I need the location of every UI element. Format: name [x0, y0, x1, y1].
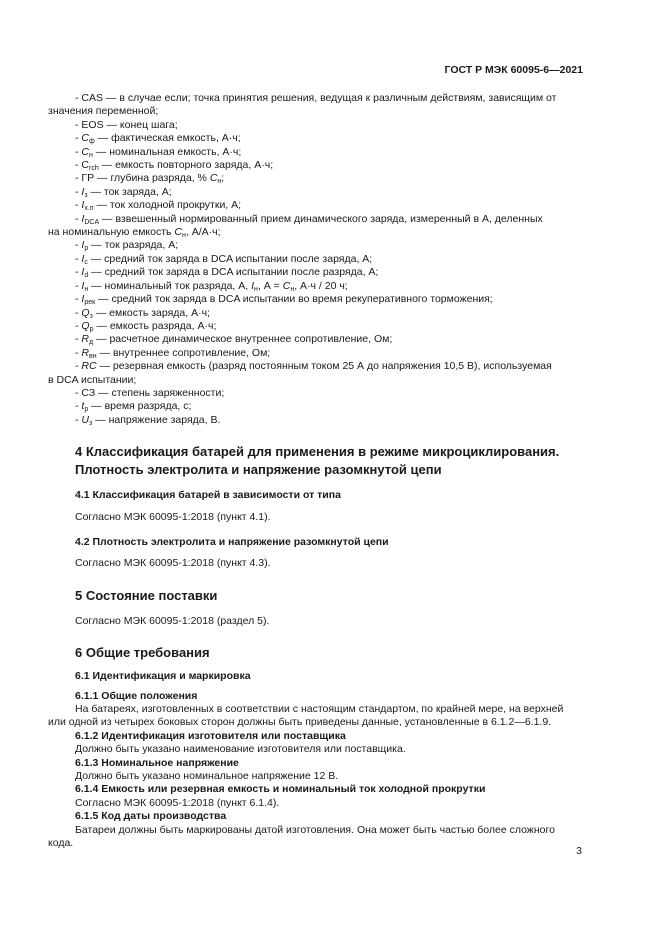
def-rc-cont: в DCA испытании; — [48, 373, 137, 386]
section-6-1-1-text: На батареях, изготовленных в соответствии с настоящим стандартом, по крайней мере, на верхней — [75, 703, 564, 715]
def-rd: - $R_д$ — расчетное динамическое внутреннее сопротивление, Ом; — [75, 333, 393, 347]
def-id: - $I_d$ — средний ток заряда в DCA испытании после разряда, А; — [75, 266, 379, 280]
def-tp: - $t_р$ — время разряда, с; — [75, 400, 192, 414]
def-gr: - ГР — глубина разряда, % $C_н$; — [75, 172, 225, 186]
def-idca-cont: на номинальную емкость $C_н$, А/А·ч; — [48, 226, 221, 240]
def-uz: - $U_з$ — напряжение заряда, В. — [75, 413, 221, 427]
page-number: 3 — [576, 845, 582, 857]
def-ic: - $I_c$ — средний ток заряда в DCA испытании после заряда, А; — [75, 252, 373, 266]
section-5-title: 5 Состояние поставки — [75, 587, 218, 603]
def-cas-cont: значения переменной; — [48, 105, 159, 118]
section-6 — [48, 644, 583, 850]
section-4-1-title: 4.1 Классификация батарей в зависимости от типа — [75, 489, 341, 502]
def-sz: - СЗ — степень заряженности; — [75, 386, 225, 399]
def-rvn: - $R_{вн}$ — внутреннее сопротивление, Ом; — [75, 346, 271, 360]
def-rc: - RC — резервная емкость (разряд постоянным током 25 А до напряжения 10,5 В), используемая — [75, 360, 552, 373]
section-6-1-5-text: Батареи должны быть маркированы датой изготовления. Она может быть частью более сложного — [75, 823, 555, 836]
def-eos: - EOS — конец шага; — [75, 118, 178, 131]
section-4 — [48, 443, 583, 571]
def-ixp: - $I_{х.п}$ — ток холодной прокрутки, А; — [75, 199, 242, 213]
section-6-1-title: 6.1 Идентификация и маркировка — [75, 670, 251, 683]
section-4-1-text: Согласно МЭК 60095-1:2018 (пункт 4.1). — [75, 510, 271, 523]
def-iz: - $I_з$ — ток заряда, А; — [75, 185, 172, 199]
section-5 — [48, 587, 583, 628]
section-6-1-5-title: 6.1.5 Код даты производства — [75, 810, 227, 823]
def-qz: - $Q_з$ — емкость заряда, А·ч; — [75, 306, 210, 320]
section-5-text: Согласно МЭК 60095-1:2018 (раздел 5). — [75, 614, 270, 627]
section-4-2-text: Согласно МЭК 60095-1:2018 (пункт 4.3). — [75, 557, 271, 570]
def-ip: - $I_р$ — ток разряда, А; — [75, 239, 179, 253]
def-cn: - $C_н$ — номинальная емкость, А·ч; — [75, 145, 242, 159]
section-6-1-1-title: 6.1.1 Общие положения — [75, 689, 198, 702]
section-6-1-4-title: 6.1.4 Емкость или резервная емкость и номинальный ток холодной прокрутки — [75, 783, 486, 796]
section-6-1-3-text: Должно быть указано номинальное напряжение 12 В. — [75, 770, 339, 783]
document-header: ГОСТ Р МЭК 60095-6—2021 — [444, 64, 583, 76]
section-6-1-2-title: 6.1.2 Идентификация изготовителя или поставщика — [75, 729, 346, 742]
section-6-1-5-text-cont: кода. — [48, 837, 74, 850]
def-cas: - CAS — в случае если; точка принятия решения, ведущая к различным действиям, зависящим от — [75, 92, 557, 104]
def-cf: - $C_ф$ — фактическая емкость, А·ч; — [75, 132, 241, 146]
section-6-1-4-text: Согласно МЭК 60095-1:2018 (пункт 6.1.4). — [75, 796, 280, 809]
section-4-2-title: 4.2 Плотность электролита и напряжение разомкнутой цепи — [75, 535, 389, 548]
page-content — [48, 92, 583, 850]
def-irek: - $I_{рек}$ — средний ток заряда в DCA испытании во время рекуперативного торможения; — [75, 293, 493, 307]
section-6-title: 6 Общие требования — [75, 645, 210, 661]
definitions-list — [48, 92, 583, 427]
def-idca: - $I_{DCA}$ — взвешенный нормированный прием динамического заряда, измеренный в А, деленных — [75, 212, 543, 226]
def-in: - $I_н$ — номинальный ток разряда, А, $I_н$, $А = C_н$, А·ч / 20 ч; — [75, 279, 348, 293]
section-6-1-2-text: Должно быть указано наименование изготовителя или поставщика. — [75, 743, 406, 756]
section-6-1-3-title: 6.1.3 Номинальное напряжение — [75, 756, 239, 769]
section-6-1-1-text-cont: или одной из четырех боковых сторон должны быть приведены данные, установленные в 6.1.2—6.1.9. — [48, 716, 552, 729]
section-4-title-cont: Плотность электролита и напряжение разомкнутой цепи — [75, 462, 442, 478]
def-crch: - $C_{rch}$ — емкость повторного заряда, А·ч; — [75, 159, 274, 173]
def-qp: - $Q_р$ — емкость разряда, А·ч; — [75, 319, 217, 333]
section-4-title: 4 Классификация батарей для применения в режиме микроциклирования. — [75, 444, 560, 460]
